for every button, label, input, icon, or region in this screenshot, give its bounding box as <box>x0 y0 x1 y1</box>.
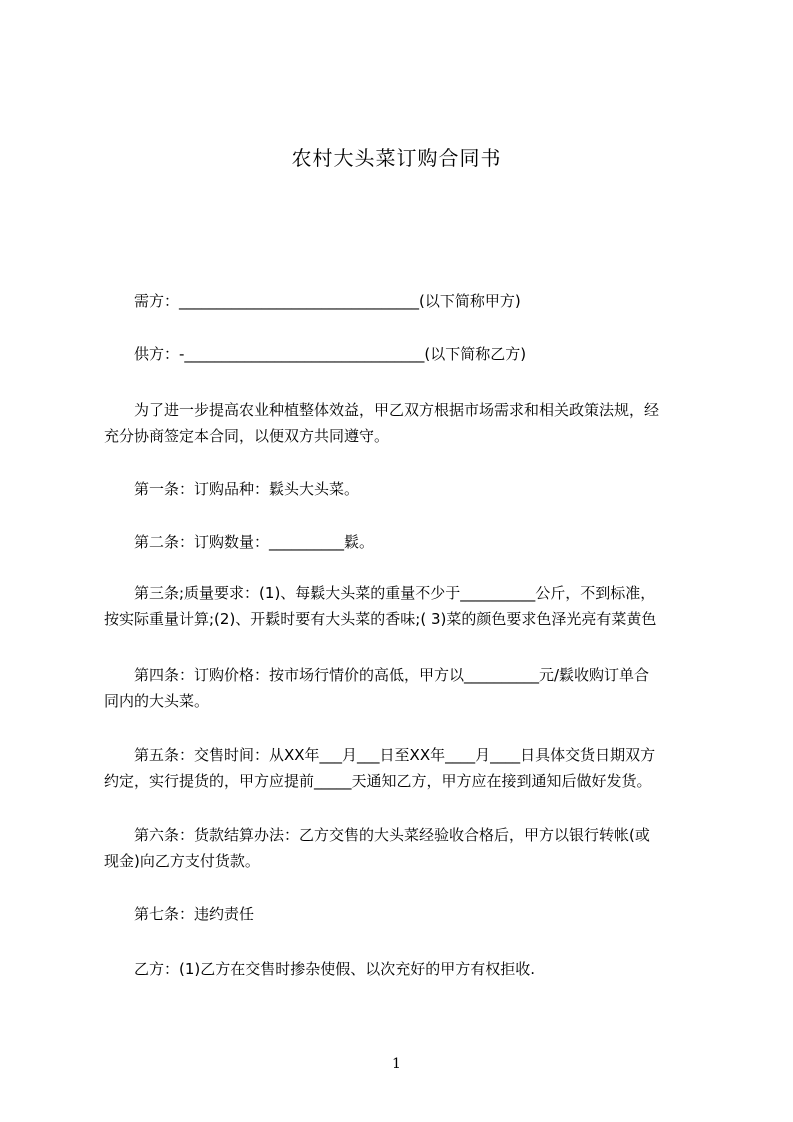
text-line: 充分协商签定本合同，以便双方共同遵守。 <box>104 427 390 445</box>
paragraph-article-2 <box>104 529 714 555</box>
document-title: 农村大头菜订购合同书 <box>291 146 502 170</box>
paragraph-party-b <box>104 956 714 982</box>
paragraph-article-3 <box>104 580 714 632</box>
text-line: 第四条：订购价格：按市场行情价的高低，甲方以__________元/鬏收购订单合 <box>104 666 650 684</box>
text-line: 为了进一步提高农业种植整体效益，甲乙双方根据市场需求和相关政策法规，经 <box>104 401 660 419</box>
paragraph-preamble <box>104 397 714 449</box>
text-line: 需方：________________________________(以下简称甲方) <box>104 292 521 310</box>
text-line: 第七条：违约责任 <box>104 905 255 923</box>
text-line: 第二条：订购数量：__________鬏。 <box>104 533 375 551</box>
paragraph-article-6 <box>104 822 714 874</box>
text-line: 供方：-________________________________(以下简称乙方) <box>104 345 527 363</box>
page-number: 1 <box>392 1056 401 1072</box>
paragraph-buyer <box>104 288 714 314</box>
paragraph-article-1 <box>104 476 714 502</box>
text-line: 第一条：订购品种：鬏头大头菜。 <box>104 480 360 498</box>
text-line: 约定，实行提货的，甲方应提前_____天通知乙方，甲方应在接到通知后做好发货。 <box>104 772 652 790</box>
text-line: 现金)向乙方支付货款。 <box>104 852 260 870</box>
text-line: 乙方：(1)乙方在交售时掺杂使假、以次充好的甲方有权拒收. <box>104 960 536 978</box>
paragraph-article-4 <box>104 662 714 714</box>
paragraph-article-7 <box>104 901 714 927</box>
text-line: 第六条：货款结算办法：乙方交售的大头菜经验收合格后，甲方以银行转帐(或 <box>104 826 650 844</box>
text-line: 第三条;质量要求：(1)、每鬏大头菜的重量不少于__________公斤，不到标准， <box>104 584 656 602</box>
text-line: 同内的大头菜。 <box>104 692 210 710</box>
text-line: 按实际重量计算;(2)、开鬏时要有大头菜的香味;( 3)菜的颜色要求色泽光亮有菜黄色 <box>104 610 657 628</box>
paragraph-article-5 <box>104 742 714 794</box>
text-line: 第五条：交售时间：从XX年___月___日至XX年____月____日具体交货日期双方 <box>104 746 656 764</box>
paragraph-supplier <box>104 341 714 367</box>
